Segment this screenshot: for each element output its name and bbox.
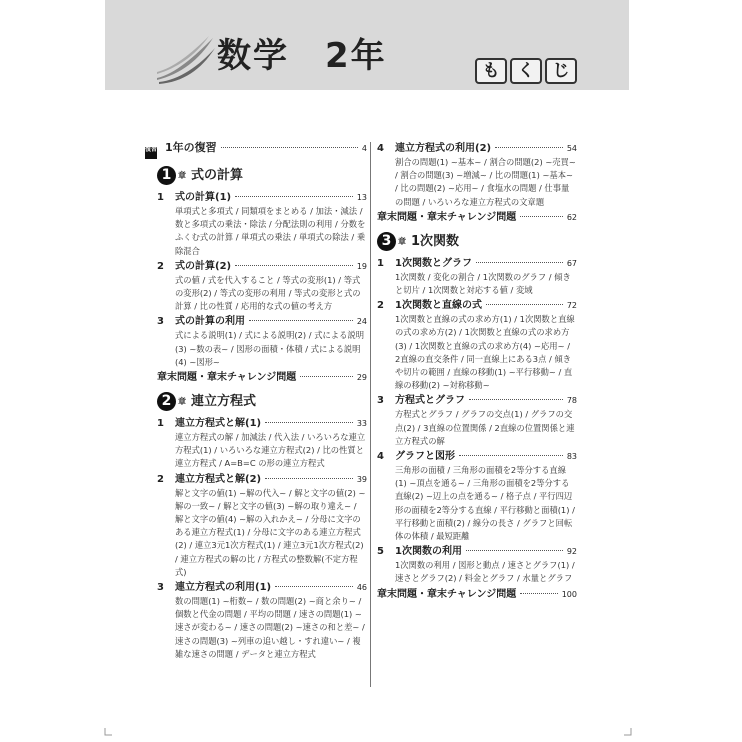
entry-page: 46 bbox=[356, 583, 367, 593]
entry-number: 2 bbox=[157, 473, 164, 485]
entry-label: 連立方程式の利用(2) bbox=[395, 143, 492, 154]
entry-page: 72 bbox=[566, 301, 577, 311]
entry-description: 1次関数と直線の式の求め方(1) / 1次関数と直線の式の求め方(2) / 1次関数と直線の式の求め方(3) / 1次関数と直線の式の求め方(4) ~応用~ / 2直線の直交条件 / 同一直線上にある3点 / 傾きや切片の範囲 / 直線の移動(1) ~平行移動~ / 直線の移動(2) ~対称移動~ bbox=[395, 314, 575, 391]
mokuji-char: じ bbox=[545, 58, 577, 84]
leader-dots bbox=[486, 304, 563, 305]
entry-label: 1次関数の利用 bbox=[395, 546, 462, 558]
entry-label: 式の計算(1) bbox=[175, 192, 232, 203]
entry-label: 連立方程式と解(2) bbox=[175, 473, 262, 485]
entry-label: 1年の復習 bbox=[165, 141, 217, 154]
toc-left-column bbox=[145, 140, 367, 661]
mokuji-char: も bbox=[475, 58, 507, 84]
entry-page: 33 bbox=[356, 419, 367, 429]
leader-dots bbox=[466, 550, 563, 551]
leader-dots bbox=[249, 320, 353, 321]
entry-number: 3 bbox=[377, 395, 384, 407]
toc-entry[interactable] bbox=[157, 190, 367, 205]
toc-entry[interactable] bbox=[377, 544, 577, 559]
entry-description: 方程式とグラフ / グラフの交点(1) / グラフの交点(2) / 3直線の位置関係 / 2直線の位置関係と連立方程式の解 bbox=[395, 409, 575, 446]
entry-number: 1 bbox=[157, 192, 164, 203]
chapter-number-badge: 3 bbox=[377, 232, 396, 251]
mokuji-char: く bbox=[510, 58, 542, 84]
chapter-title: 連立方程式 bbox=[191, 393, 257, 409]
entry-number: 5 bbox=[377, 546, 384, 558]
mokuji-label bbox=[475, 58, 577, 84]
entry-label: グラフと図形 bbox=[395, 451, 455, 463]
entry-page: 67 bbox=[566, 258, 577, 268]
entry-number: 2 bbox=[377, 300, 384, 312]
leader-dots bbox=[300, 376, 353, 377]
entry-number: 1 bbox=[377, 257, 384, 269]
entry-number: 1 bbox=[157, 418, 164, 430]
toc-entry[interactable] bbox=[377, 298, 577, 313]
entry-label: 式の計算の利用 bbox=[175, 316, 245, 328]
toc-entry-chapter-end[interactable] bbox=[377, 587, 577, 602]
entry-label: 1次関数と直線の式 bbox=[395, 300, 482, 312]
entry-number: 3 bbox=[157, 582, 164, 594]
entry-number: 4 bbox=[377, 451, 384, 463]
entry-page: 39 bbox=[356, 474, 367, 484]
swoosh-logo-icon bbox=[155, 34, 215, 84]
toc-entry[interactable] bbox=[157, 416, 367, 431]
toc-entry-chapter-end[interactable] bbox=[377, 210, 577, 225]
toc-entry[interactable] bbox=[377, 449, 577, 464]
toc-entry[interactable] bbox=[157, 314, 367, 329]
entry-number: 3 bbox=[157, 316, 164, 328]
entry-label: 方程式とグラフ bbox=[395, 395, 465, 407]
leader-dots bbox=[459, 455, 563, 456]
leader-dots bbox=[235, 265, 353, 266]
toc-entry[interactable] bbox=[377, 256, 577, 271]
chapter-suffix: 章 bbox=[398, 236, 406, 246]
entry-description: 式による説明(1) / 式による説明(2) / 式による説明(3) ~数の表~ / 図形の面積・体積 / 式による説明(4) ~図形~ bbox=[175, 330, 364, 367]
entry-page: 29 bbox=[356, 373, 367, 383]
entry-description: 1次関数の利用 / 図形と動点 / 速さとグラフ(1) / 速さとグラフ(2) / 料金とグラフ / 水量とグラフ bbox=[395, 560, 575, 584]
entry-description: 連立方程式の解 / 加減法 / 代入法 / いろいろな連立方程式(1) / いろいろな連立方程式(2) / 比の性質と連立方程式 / A=B=C の形の連立方程式 bbox=[175, 432, 366, 469]
entry-page: 13 bbox=[356, 193, 367, 202]
chapter-number-badge: 1 bbox=[157, 166, 176, 185]
entry-description: 単項式と多項式 / 同類項をまとめる / 加法・減法 / 数と多項式の乗法・除法 / 分配法則の利用 / 分数をふくむ式の計算 / 単項式の乗法 / 単項式の除法 / 乗除混合 bbox=[175, 206, 366, 256]
chapter-title: 1次関数 bbox=[411, 233, 460, 249]
leader-dots bbox=[275, 586, 353, 587]
toc-entry-chapter-end[interactable] bbox=[157, 370, 367, 385]
entry-page: 54 bbox=[566, 144, 577, 153]
leader-dots bbox=[235, 196, 353, 197]
entry-label: 章末問題・章末チャレンジ問題 bbox=[377, 588, 517, 600]
toc-entry[interactable] bbox=[377, 141, 577, 156]
entry-description: 割合の問題(1) ~基本~ / 割合の問題(2) ~売買~ / 割合の問題(3) ~増減~ / 比の問題(1) ~基本~ / 比の問題(2) ~応用~ / 食塩水の問題 / 仕事量の問題 / いろいろな連立方程式の文章題 bbox=[395, 157, 576, 207]
entry-page: 100 bbox=[561, 589, 577, 599]
chapter-heading bbox=[157, 392, 367, 411]
leader-dots bbox=[520, 216, 563, 217]
entry-page: 78 bbox=[566, 396, 577, 406]
entry-page: 4 bbox=[361, 144, 367, 153]
chapter-heading bbox=[377, 232, 577, 251]
entry-description: 数の問題(1) ~桁数~ / 数の問題(2) ~商と余り~ / 個数と代金の問題 / 平均の問題 / 速さの問題(1) ~速さが変わる~ / 速さの問題(2) ~速さの和と差~ / 速さの問題(3) ~列車の追い越し・すれ違い~ / 複雑な速さの問題 / データと連立方程式 bbox=[175, 596, 365, 659]
leader-dots bbox=[221, 147, 358, 148]
toc-entry-review[interactable] bbox=[145, 140, 367, 159]
entry-label: 連立方程式と解(1) bbox=[175, 418, 262, 430]
leader-dots bbox=[476, 262, 563, 263]
entry-description: 解と文字の値(1) ~解の代入~ / 解と文字の値(2) ~解の一致~ / 解と文字の値(3) ~解の取り違え~ / 解と文字の値(4) ~解の入れかえ~ / 分母に文字のある連立方程式(1) / 分母に文字のある連立方程式(2) / 連立3元1次方程式(1) / 連立3元1次方程式(2) / 連立方程式の解の比 / 方程式の整数解(不定方程式) bbox=[175, 487, 366, 577]
toc-entry[interactable] bbox=[157, 472, 367, 487]
column-divider bbox=[370, 142, 371, 687]
review-icon: 復習 bbox=[145, 147, 157, 159]
chapter-number-badge: 2 bbox=[157, 392, 176, 411]
entry-label: 章末問題・章末チャレンジ問題 bbox=[377, 211, 517, 223]
header-band bbox=[105, 0, 629, 90]
toc-entry[interactable] bbox=[377, 393, 577, 408]
entry-label: 連立方程式の利用(1) bbox=[175, 582, 272, 594]
chapter-suffix: 章 bbox=[178, 396, 186, 406]
entry-number: 2 bbox=[157, 260, 164, 272]
toc-entry[interactable] bbox=[157, 580, 367, 595]
chapter-title: 式の計算 bbox=[191, 167, 244, 183]
leader-dots bbox=[495, 147, 563, 148]
toc-entry[interactable] bbox=[157, 259, 367, 274]
entry-page: 83 bbox=[566, 452, 577, 462]
entry-number: 4 bbox=[377, 143, 384, 154]
entry-page: 62 bbox=[566, 212, 577, 222]
leader-dots bbox=[265, 422, 353, 423]
entry-description: 式の値 / 式を代入すること / 等式の変形(1) / 等式の変形(2) / 等式の変形の利用 / 等式の変形と式の計算 / 比の性質 / 応用的な式の値の考え方 bbox=[175, 274, 361, 312]
page-title: 数学 2年 bbox=[217, 36, 387, 76]
chapter-heading bbox=[157, 166, 367, 185]
crop-mark-icon bbox=[104, 728, 112, 736]
entry-label: 1次関数とグラフ bbox=[395, 257, 472, 269]
entry-page: 19 bbox=[356, 261, 367, 271]
leader-dots bbox=[520, 593, 558, 594]
entry-page: 24 bbox=[356, 317, 367, 327]
entry-label: 式の計算(2) bbox=[175, 260, 232, 272]
entry-description: 三角形の面積 / 三角形の面積を2等分する直線(1) ~頂点を通る~ / 三角形の面積を2等分する直線(2) ~辺上の点を通る~ / 格子点 / 平行四辺形の面積を2等分する直線 / 平行移動と面積(1) / 平行移動と面積(2) / 線分の長さ / グラフと回転体の体積 / 最短距離 bbox=[395, 465, 575, 542]
leader-dots bbox=[469, 399, 563, 400]
entry-page: 92 bbox=[566, 547, 577, 557]
chapter-suffix: 章 bbox=[178, 170, 186, 180]
leader-dots bbox=[265, 478, 353, 479]
entry-label: 章末問題・章末チャレンジ問題 bbox=[157, 372, 297, 384]
toc-right-column bbox=[377, 140, 577, 602]
entry-description: 1次関数 / 変化の割合 / 1次関数のグラフ / 傾きと切片 / 1次関数と対応する値 / 変域 bbox=[395, 271, 571, 296]
crop-mark-icon bbox=[624, 728, 632, 736]
